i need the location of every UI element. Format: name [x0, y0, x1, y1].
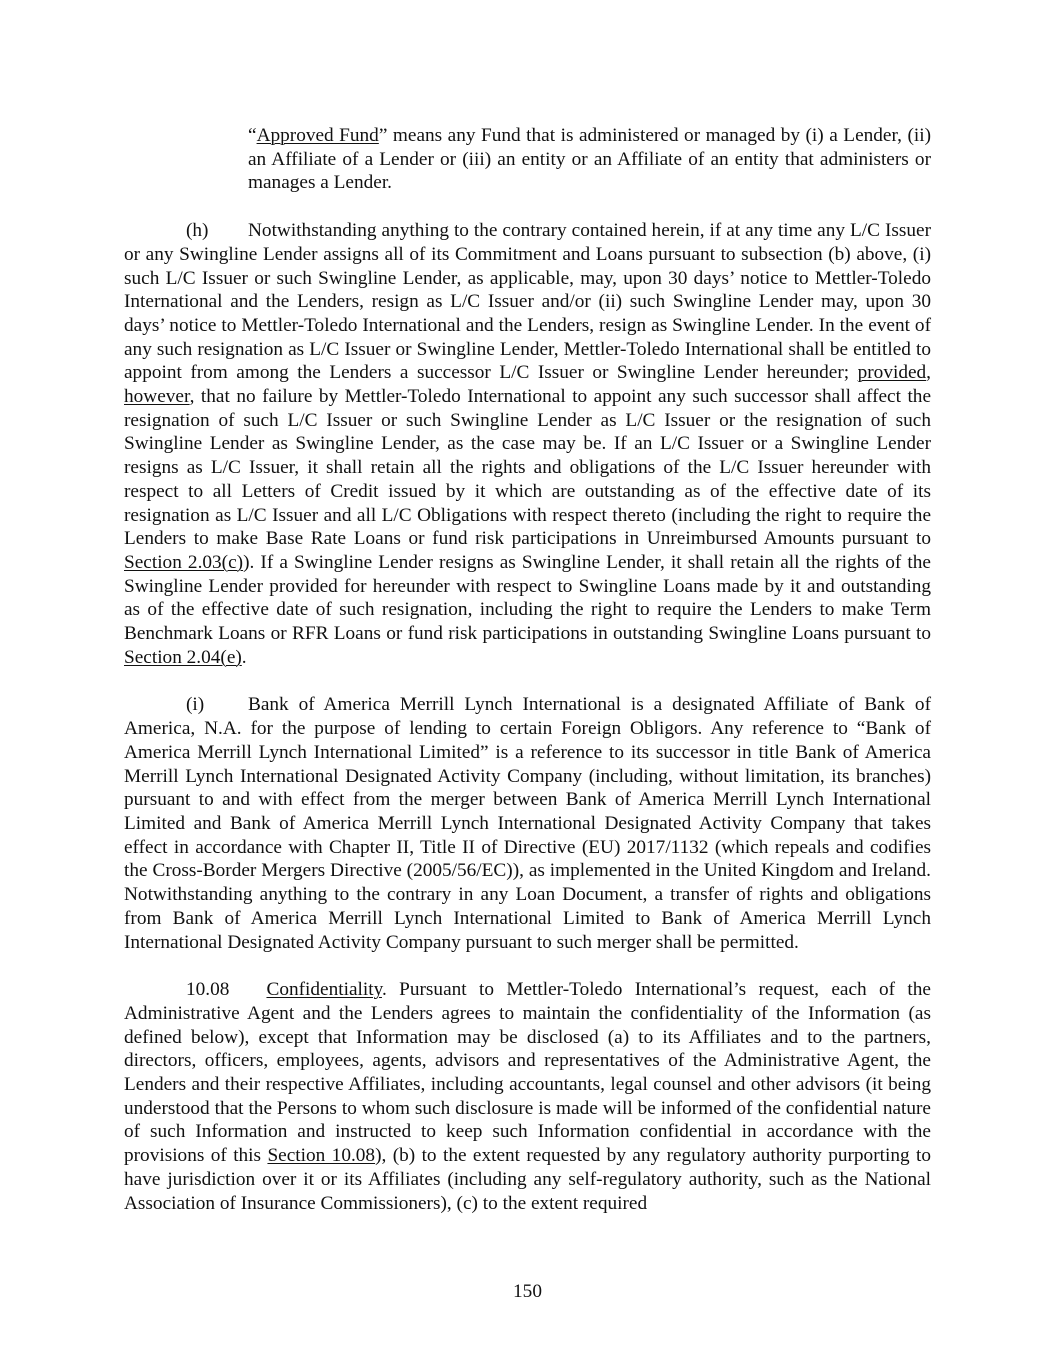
section-10-08-text-1: . Pursuant to Mettler-Toledo International’s request, each of the Administrative Agent and the Lenders agrees to maintain the confidentiality of the Information (as defined below), except that Information may be disclosed (a) to its Affiliates and to the partners, directors, officers, employees, agents, advisors and representatives of the Administrative Agent, the Lenders and their respective Affiliates, including accountants, legal counsel and other advisors (it being understood that the Persons to whom such disclosure is made will be informed of the confidential nature of such Information and instructed to keep such Information confidential in accordance with the provisions of this [124, 979, 931, 1167]
defined-term-approved-fund: Approved Fund [256, 125, 379, 146]
paragraph-i-text: Bank of America Merrill Lynch International is a designated Affiliate of Bank of America, N.A. for the purpose of lending to certain Foreign Obligors. Any reference to “Bank of America Merrill Lynch International Limited” is a reference to its successor in title Bank of America Merrill Lynch International Designated Activity Company (including, without limitation, its branches) pursuant to and with effect from the merger between Bank of America Merrill Lynch International Limited and Bank of America Merrill Lynch International Designated Activity Company that takes effect in accordance with Chapter II, Title II of Directive (EU) 2017/1132 (which repeals and codifies the Cross-Border Mergers Directive (2005/56/EC)), as implemented in the United Kingdom and Ireland. Notwithstanding anything to the contrary in any Loan Document, a transfer of rights and obligations from Bank of America Merrill Lynch International Limited to Bank of America Merrill Lynch International Designated Activity Company pursuant to such merger shall be permitted. [124, 694, 931, 953]
section-2-03c-reference: Section 2.03(c) [124, 551, 244, 573]
paragraph-h-marker: (h) [186, 220, 209, 242]
paragraph-i-marker: (i) [186, 694, 205, 716]
paragraph-i [124, 693, 931, 954]
definition-open-quote: “ [248, 125, 257, 146]
paragraph-h [124, 219, 931, 669]
section-10-08-reference: Section 10.08 [267, 1145, 376, 1167]
section-10-08 [124, 978, 931, 1215]
page-number: 150 [513, 1281, 542, 1302]
approved-fund-definition [248, 124, 931, 195]
provided-term: provided [857, 362, 927, 384]
paragraph-h-text-3: ). If a Swingline Lender resigns as Swingline Lender, it shall retain all the rights of the Swingline Lender provided for hereunder with respect to Swingline Loans made by it and outstanding as of the effective date of such resignation, including the right to require the Lenders to make Term Benchmark Loans or RFR Loans or fund risk participations in outstanding Swingline Loans pursuant to [124, 551, 931, 645]
section-10-08-text-2: ), (b) to the extent requested by any regulatory authority purporting to have jurisdiction over it or its Affiliates (including any self-regulatory authority, such as the National Association of Insurance Commissioners), (c) to the extent required [124, 1145, 931, 1214]
paragraph-h-text-2: , that no failure by Mettler-Toledo International to appoint any such successor shall affect the resignation of such L/C Issuer or such Swingline Lender as L/C Issuer or the resignation of such Swingline Lender as Swingline Lender, as the case may be. If an L/C Issuer or a Swingline Lender resigns as L/C Issuer, it shall retain all the rights and obligations of the L/C Issuer hereunder with respect to all Letters of Credit issued by it which are outstanding as of the effective date of its resignation as L/C Issuer and all L/C Obligations with respect thereto (including the right to require the Lenders to make Base Rate Loans or fund risk participations in Unreimbursed Amounts pursuant to [124, 386, 931, 550]
paragraph-h-text-1: Notwithstanding anything to the contrary contained herein, if at any time any L/C Issuer or any Swingline Lender assigns all of its Commitment and Loans pursuant to subsection (b) above, (i) such L/C Issuer or such Swingline Lender, as applicable, may, upon 30 days’ notice to Mettler-Toledo International and the Lenders, resign as L/C Issuer and/or (ii) such Swingline Lender may, upon 30 days’ notice to Mettler-Toledo International and the Lenders, resign as Swingline Lender. In the event of any such resignation as L/C Issuer or Swingline Lender, Mettler-Toledo International shall be entitled to appoint from among the Lenders a successor L/C Issuer or Swingline Lender hereunder; [124, 220, 931, 384]
paragraph-h-end: . [241, 646, 247, 668]
document-page [124, 124, 931, 1215]
section-heading-confidentiality: Confidentiality [266, 979, 382, 1001]
section-number: 10.08 [186, 979, 230, 1001]
definition-text: ” means any Fund that is administered or managed by (i) a Lender, (ii) an Affiliate of a Lender or (iii) an entity or an Affiliate of an entity that administers or manages a Lender. [248, 125, 931, 194]
section-2-04e-reference: Section 2.04(e) [124, 646, 242, 668]
paragraph-h-comma: , [926, 362, 931, 384]
however-term: however [124, 386, 190, 408]
